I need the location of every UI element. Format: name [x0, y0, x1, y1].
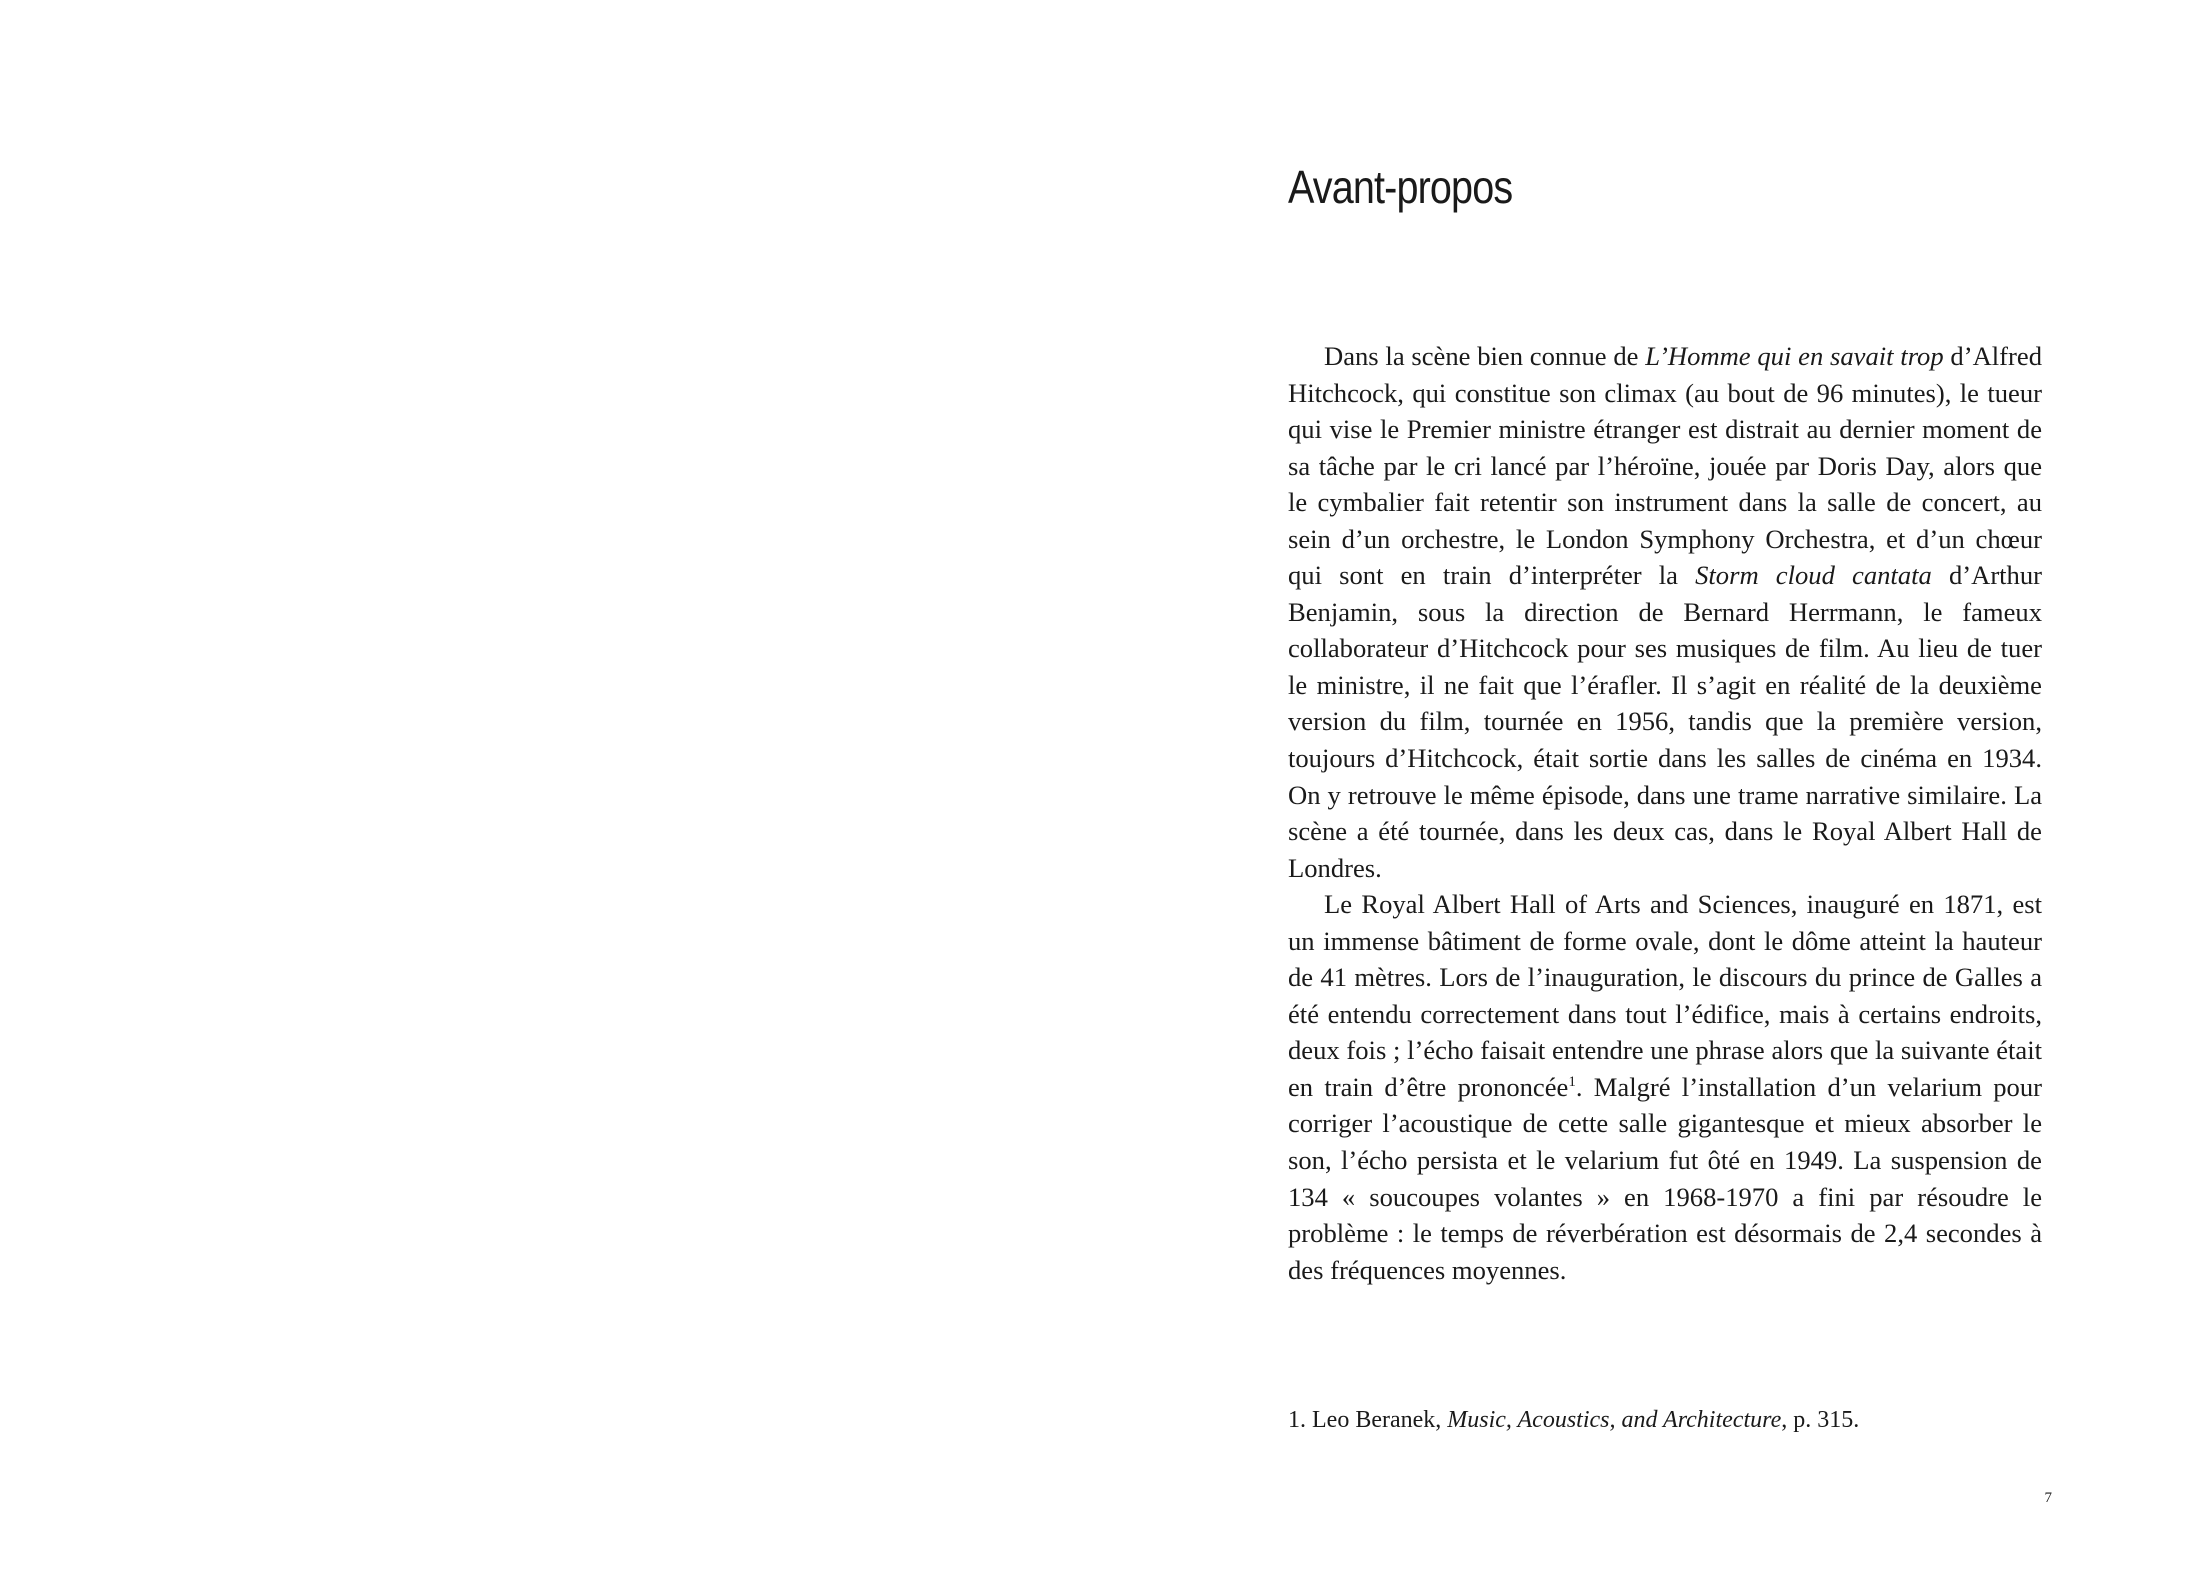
page-number: 7 — [2044, 1490, 2052, 1506]
footnote-suffix: , p. 315. — [1781, 1407, 1860, 1433]
footnote-reference: 1 — [1568, 1073, 1576, 1090]
chapter-title: Avant-propos — [1288, 161, 1513, 213]
paragraph-2-text-b: . Malgré l’installation d’un velarium pour corriger l’acoustique de cette salle gigantesque et mieux absorber le son, l’écho persista et le velarium fut ôté en 1949. La suspension de 134 « soucoupes volantes » en 1968-1970 a fini par résoudre le problème : le temps de réverbération est désormais de 2,4 secondes à des fréquences moyennes. — [1288, 1071, 2042, 1285]
paragraph-1 — [1288, 338, 2042, 886]
body-text — [1288, 338, 2042, 1288]
cantata-title: Storm cloud cantata — [1695, 560, 1932, 591]
paragraph-2-text-a: Le Royal Albert Hall of Arts and Sciences, inauguré en 1871, est un immense bâtiment de forme ovale, dont le dôme atteint la hauteur de 41 mètres. Lors de l’inauguration, le discours du prince de Galles a été entendu correctement dans tout l’édifice, mais à certains endroits, deux fois ; l’écho faisait entendre une phrase alors que la suivante était en train d’être prononcée — [1288, 889, 2042, 1102]
footnote — [1288, 1404, 2042, 1436]
film-title: L’Homme qui en savait trop — [1645, 341, 1944, 371]
paragraph-1-text-b: d’Alfred Hitchcock, qui constitue son climax (au bout de 96 minutes), le tueur qui vise le Premier ministre étranger est distrait au dernier moment de sa tâche par le cri lancé par l’héroïne, jouée par Doris Day, alors que le cymbalier fait retentir son instrument dans la salle de concert, au sein d’un orchestre, le London Symphony Orchestra, et d’un chœur qui sont en train d’interpréter la — [1288, 341, 2042, 591]
paragraph-1-text-a: Dans la scène bien connue de — [1324, 341, 1646, 371]
footnote-book-title: Music, Acoustics, and Architecture — [1447, 1407, 1782, 1433]
right-page — [1102, 0, 2204, 1574]
paragraph-1-text-c: d’Arthur Benjamin, sous la direction de Bernard Herrmann, le fameux collaborateur d’Hitchcock pour ses musiques de film. Au lieu de tuer le ministre, il ne fait que l’érafler. Il s’agit en réalité de la deuxième version du film, tournée en 1956, tandis que la première version, toujours d’Hitchcock, était sortie dans les salles de cinéma en 1934. On y retrouve le même épisode, dans une trame narrative similaire. La scène a été tournée, dans les deux cas, dans le Royal Albert Hall de Londres. — [1288, 560, 2043, 883]
paragraph-2 — [1288, 886, 2042, 1288]
footnote-prefix: 1. Leo Beranek, — [1288, 1407, 1448, 1433]
